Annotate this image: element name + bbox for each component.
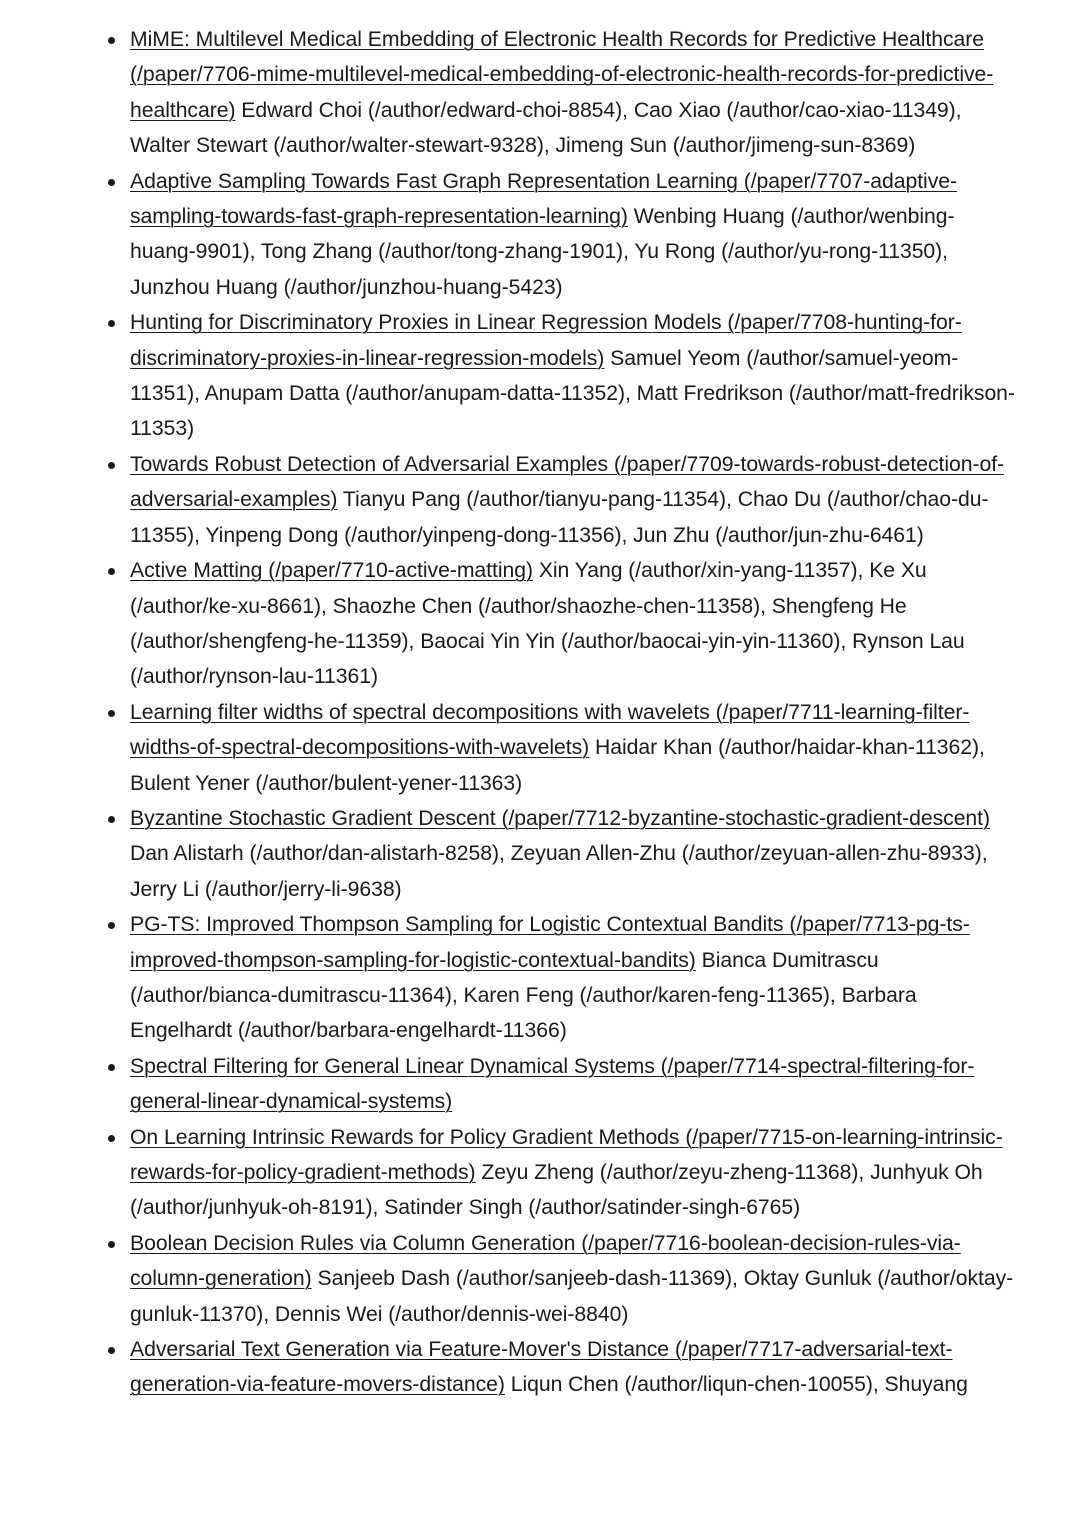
paper-link-path: (/paper/7716-boolean-decision-rules-via-column-generation) bbox=[130, 1231, 961, 1291]
bullet-icon bbox=[108, 179, 115, 186]
list-item bbox=[130, 907, 1015, 1049]
list-item bbox=[130, 164, 1015, 306]
paper-authors: Zeyu Zheng (/author/zeyu-zheng-11368), Junhyuk Oh (/author/junhyuk-oh-8191), Satinder Singh (/author/satinder-singh-6765) bbox=[130, 1161, 983, 1220]
paper-link-path: (/paper/7709-towards-robust-detection-of-adversarial-examples) bbox=[130, 452, 1005, 512]
paper-title: Boolean Decision Rules via Column Generation bbox=[130, 1231, 576, 1255]
paper-link-path: (/paper/7706-mime-multilevel-medical-embedding-of-electronic-health-records-for-predictive-healthcare) bbox=[130, 63, 994, 122]
paper-title: On Learning Intrinsic Rewards for Policy Gradient Methods bbox=[130, 1125, 680, 1149]
paper-authors: Wenbing Huang (/author/wenbing-huang-9901), Tong Zhang (/author/tong-zhang-1901), Yu Rong (/author/yu-rong-11350), Junzhou Huang (/author/junzhou-huang-5423) bbox=[130, 205, 955, 299]
bullet-icon bbox=[108, 37, 115, 44]
paper-authors: Sanjeeb Dash (/author/sanjeeb-dash-11369), Oktay Gunluk (/author/oktay-gunluk-11370), Dennis Wei (/author/dennis-wei-8840) bbox=[130, 1267, 1014, 1326]
paper-title: Adaptive Sampling Towards Fast Graph Representation Learning bbox=[130, 169, 738, 193]
list-item bbox=[130, 1049, 1015, 1120]
bullet-icon bbox=[108, 462, 115, 469]
paper-authors: Tianyu Pang (/author/tianyu-pang-11354), Chao Du (/author/chao-du-11355), Yinpeng Dong (/author/yinpeng-dong-11356), Jun Zhu (/author/jun-zhu-6461) bbox=[130, 488, 989, 547]
paper-authors: Bianca Dumitrascu (/author/bianca-dumitrascu-11364), Karen Feng (/author/karen-feng-11365), Barbara Engelhardt (/author/barbara-engelhardt-11366) bbox=[130, 948, 917, 1043]
paper-link-path: (/paper/7708-hunting-for-discriminatory-proxies-in-linear-regression-models) bbox=[130, 311, 962, 370]
paper-link-path: (/paper/7712-byzantine-stochastic-gradient-descent) bbox=[501, 806, 990, 830]
bullet-icon bbox=[108, 1135, 115, 1142]
paper-title: Adversarial Text Generation via Feature-Mover's Distance bbox=[130, 1338, 670, 1362]
bullet-icon bbox=[108, 568, 115, 575]
list-item bbox=[130, 553, 1015, 695]
paper-authors: Samuel Yeom (/author/samuel-yeom-11351), Anupam Datta (/author/anupam-datta-11352), Matt Fredrikson (/author/matt-fredrikson-11353) bbox=[130, 346, 1015, 441]
paper-link-path: (/paper/7713-pg-ts-improved-thompson-sampling-for-logistic-contextual-bandits) bbox=[130, 913, 970, 972]
bullet-icon bbox=[108, 1347, 115, 1354]
bullet-icon bbox=[108, 922, 115, 929]
paper-title: Learning filter widths of spectral decompositions with wavelets bbox=[130, 700, 710, 724]
paper-link-path: (/paper/7711-learning-filter-widths-of-spectral-decompositions-with-wavelets) bbox=[130, 700, 970, 760]
paper-authors: Dan Alistarh (/author/dan-alistarh-8258), Zeyuan Allen-Zhu (/author/zeyuan-allen-zhu-8933), Jerry Li (/author/jerry-li-9638) bbox=[130, 842, 988, 901]
paper-title-link[interactable] bbox=[130, 1055, 974, 1113]
list-item bbox=[130, 1332, 1015, 1403]
bullet-icon bbox=[108, 1241, 115, 1248]
paper-title-link[interactable] bbox=[130, 807, 990, 830]
list-item bbox=[130, 22, 1015, 164]
list-item bbox=[130, 305, 1015, 447]
list-item bbox=[130, 695, 1015, 801]
list-item bbox=[130, 1226, 1015, 1332]
bullet-icon bbox=[108, 320, 115, 327]
paper-title: Byzantine Stochastic Gradient Descent bbox=[130, 806, 496, 830]
paper-authors: Liqun Chen (/author/liqun-chen-10055), Shuyang bbox=[510, 1373, 968, 1397]
paper-link-path: (/paper/7715-on-learning-intrinsic-rewards-for-policy-gradient-methods) bbox=[130, 1125, 1003, 1184]
bullet-icon bbox=[108, 1064, 115, 1071]
bullet-icon bbox=[108, 710, 115, 717]
paper-title: Spectral Filtering for General Linear Dynamical Systems bbox=[130, 1054, 655, 1078]
paper-link-path: (/paper/7717-adversarial-text-generation-via-feature-movers-distance) bbox=[130, 1338, 953, 1397]
paper-title: MiME: Multilevel Medical Embedding of Electronic Health Records for Predictive Healthcare bbox=[130, 28, 984, 51]
paper-list bbox=[130, 22, 1015, 1403]
list-item bbox=[130, 447, 1015, 553]
paper-authors: Xin Yang (/author/xin-yang-11357), Ke Xu (/author/ke-xu-8661), Shaozhe Chen (/author/shaozhe-chen-11358), Shengfeng He (/author/shengfeng-he-11359), Baocai Yin Yin (/author/baocai-yin-yin-11360), Rynson Lau (/author/rynson-lau-11361) bbox=[130, 559, 965, 689]
paper-link-path: (/paper/7714-spectral-filtering-for-general-linear-dynamical-systems) bbox=[130, 1054, 975, 1114]
paper-authors: Haidar Khan (/author/haidar-khan-11362), Bulent Yener (/author/bulent-yener-11363) bbox=[130, 736, 985, 795]
paper-link-path: (/paper/7710-active-matting) bbox=[268, 559, 533, 583]
paper-link-path: (/paper/7707-adaptive-sampling-towards-fast-graph-representation-learning) bbox=[130, 169, 957, 229]
paper-authors: Edward Choi (/author/edward-choi-8854), Cao Xiao (/author/cao-xiao-11349), Walter Stewart (/author/walter-stewart-9328), Jimeng Sun (/author/jimeng-sun-8369) bbox=[130, 98, 962, 158]
paper-title: Towards Robust Detection of Adversarial Examples bbox=[130, 452, 609, 476]
bullet-icon bbox=[108, 816, 115, 823]
paper-title-link[interactable] bbox=[130, 559, 533, 582]
paper-title: Hunting for Discriminatory Proxies in Linear Regression Models bbox=[130, 311, 722, 335]
paper-title: Active Matting bbox=[130, 559, 263, 583]
list-item bbox=[130, 801, 1015, 907]
paper-title: PG-TS: Improved Thompson Sampling for Logistic Contextual Bandits bbox=[130, 913, 784, 937]
list-item bbox=[130, 1120, 1015, 1226]
